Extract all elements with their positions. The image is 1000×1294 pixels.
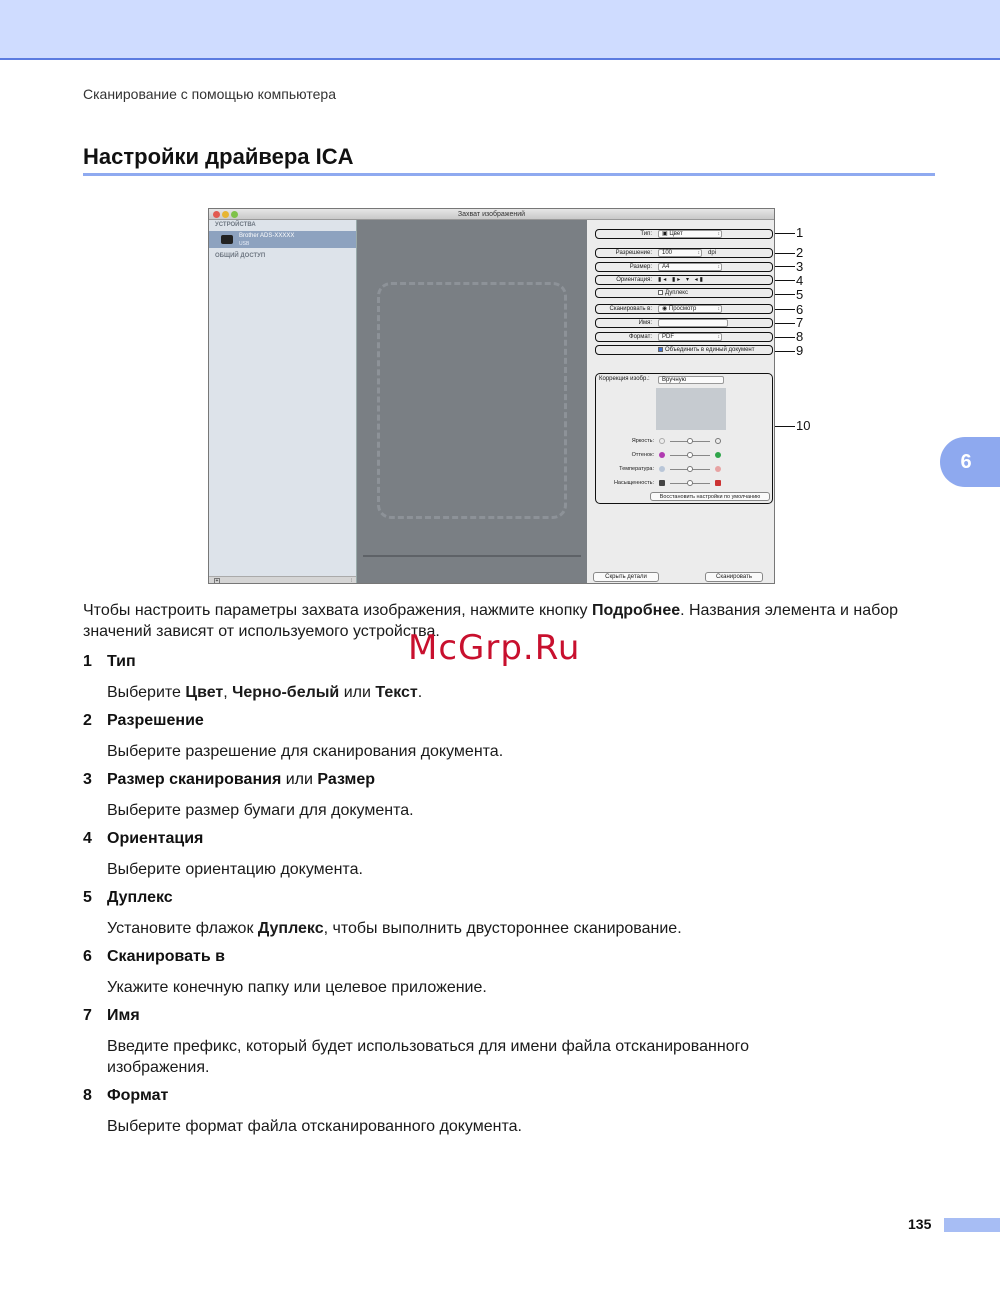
item-7-title: Имя <box>107 1007 140 1024</box>
combine-label: Объединить в единый документ <box>665 347 755 354</box>
item-7-desc-line2: изображения. <box>107 1059 210 1076</box>
tint-knob <box>687 452 693 458</box>
item-7-desc-line1: Введите префикс, который будет использоваться для имени файла отсканированного <box>107 1038 749 1055</box>
name-field <box>658 319 728 327</box>
brightness-knob <box>687 438 693 444</box>
item-7-number: 7 <box>83 1007 92 1024</box>
resolution-label: Разрешение: <box>615 250 652 256</box>
correction-select: Вручную <box>658 376 724 384</box>
duplex-checkbox-icon <box>658 290 663 295</box>
temperature-slider <box>596 465 772 474</box>
orientation-label: Ориентация: <box>616 277 652 283</box>
scan-to-select: ◉ Просмотр ↕ <box>658 305 722 313</box>
item-7-desc <box>107 1036 887 1078</box>
device-name: Brother ADS-XXXXX <box>239 233 295 239</box>
format-label: Формат: <box>629 334 652 340</box>
item-4-desc: Выберите ориентацию документа. <box>107 861 363 878</box>
temperature-cool-icon <box>659 466 665 472</box>
item-1-sep2: или <box>339 684 376 701</box>
callout-6: 6 <box>796 302 804 317</box>
item-3-title-b: Размер <box>317 771 376 788</box>
name-label: Имя: <box>638 320 652 326</box>
settings-panel <box>587 220 775 584</box>
item-1-title: Тип <box>107 653 136 670</box>
shared-heading: ОБЩИЙ ДОСТУП <box>215 253 266 259</box>
format-value: PDF <box>662 334 674 340</box>
callout-line-8 <box>775 337 795 338</box>
page-number-bar <box>944 1218 1000 1232</box>
item-8-number: 8 <box>83 1087 92 1104</box>
restore-defaults-button: Восстановить настройки по умолчанию <box>650 492 770 501</box>
size-row <box>595 262 773 272</box>
item-1-end: . <box>417 684 423 701</box>
callout-9: 9 <box>796 343 804 358</box>
callout-line-5 <box>775 294 795 295</box>
item-3-desc: Выберите размер бумаги для документа. <box>107 802 414 819</box>
minimize-icon <box>222 211 229 218</box>
callout-7: 7 <box>796 315 804 330</box>
item-1-number: 1 <box>83 653 92 670</box>
item-8-title: Формат <box>107 1087 169 1104</box>
item-1-b3: Текст <box>375 684 418 701</box>
hide-details-button: Скрыть детали <box>593 572 659 582</box>
sidebar-footer <box>209 576 356 584</box>
item-4-title: Ориентация <box>107 830 204 847</box>
intro-bold: Подробнее <box>592 602 681 619</box>
name-row <box>595 318 773 328</box>
add-icon: + <box>215 578 219 584</box>
duplex-label: Дуплекс <box>665 290 688 297</box>
brightness-high-icon <box>715 438 721 444</box>
type-row <box>595 229 773 239</box>
devices-heading: УСТРОЙСТВА <box>215 222 256 228</box>
callout-line-6 <box>775 309 795 310</box>
window-title: Захват изображений <box>209 209 774 220</box>
brightness-label: Яркость: <box>631 438 654 444</box>
item-2-desc: Выберите разрешение для сканирования документа. <box>107 743 504 760</box>
orientation-row <box>595 275 773 285</box>
saturation-low-icon <box>659 480 665 486</box>
tint-magenta-icon <box>659 452 665 458</box>
callout-line-1 <box>775 233 795 234</box>
type-value: Цвет <box>669 231 683 237</box>
item-3-heading <box>83 771 375 789</box>
saturation-knob <box>687 480 693 486</box>
device-connection: USB <box>239 241 250 247</box>
watermark: McGrp.Ru <box>408 628 581 668</box>
format-select <box>658 333 722 341</box>
item-5-heading <box>83 889 173 907</box>
resolution-select <box>658 249 702 257</box>
callout-1: 1 <box>796 225 804 240</box>
callout-line-7 <box>775 323 795 324</box>
callout-4: 4 <box>796 273 804 288</box>
combine-option <box>658 347 754 353</box>
scan-to-label: Сканировать в: <box>609 306 652 312</box>
saturation-label: Насыщенность: <box>613 480 654 486</box>
resolution-row <box>595 248 773 258</box>
preview-area <box>377 282 567 519</box>
correction-label: Коррекция изобр.: <box>599 376 650 382</box>
page-title: Настройки драйвера ICA <box>83 144 354 169</box>
callout-3: 3 <box>796 259 804 274</box>
item-6-desc: Укажите конечную папку или целевое приложение. <box>107 979 487 996</box>
tint-label: Оттенок: <box>631 452 654 458</box>
correction-thumbnail <box>656 388 726 430</box>
temperature-label: Температура: <box>619 466 654 472</box>
item-5-desc-a: Установите флажок <box>107 920 258 937</box>
callout-line-4 <box>775 280 795 281</box>
callout-2: 2 <box>796 245 804 260</box>
temperature-knob <box>687 466 693 472</box>
item-5-end: , чтобы выполнить двустороннее сканирование. <box>323 920 682 937</box>
close-icon <box>213 211 220 218</box>
item-1-sep1: , <box>223 684 233 701</box>
item-1-heading <box>83 653 136 671</box>
item-4-heading <box>83 830 203 848</box>
temperature-warm-icon <box>715 466 721 472</box>
type-label: Тип: <box>640 231 652 237</box>
resolution-unit: dpi <box>708 250 717 256</box>
callout-5: 5 <box>796 287 804 302</box>
callout-line-10 <box>775 426 795 427</box>
item-1-desc-a: Выберите <box>107 684 186 701</box>
ica-screenshot <box>208 208 775 584</box>
item-5-desc <box>107 918 887 939</box>
item-6-title: Сканировать в <box>107 948 225 965</box>
zoom-icon <box>231 211 238 218</box>
item-1-desc <box>107 682 887 703</box>
tint-green-icon <box>715 452 721 458</box>
intro-text-a: Чтобы настроить параметры захвата изображения, нажмите кнопку <box>83 602 592 619</box>
item-3-title-mid: или <box>281 771 318 788</box>
item-2-heading <box>83 712 204 730</box>
intro-text-b: . Названия элемента и набор значений зависят от используемого устройства. <box>83 602 899 640</box>
title-rule <box>83 173 935 176</box>
saturation-slider <box>596 479 772 488</box>
header-band <box>0 0 1000 60</box>
item-8-desc: Выберите формат файла отсканированного документа. <box>107 1118 522 1135</box>
item-1-b1: Цвет <box>185 684 224 701</box>
item-4-number: 4 <box>83 830 92 847</box>
item-5-b1: Дуплекс <box>257 920 324 937</box>
item-5-title: Дуплекс <box>107 889 173 906</box>
page-number: 135 <box>908 1216 932 1232</box>
scan-to-row <box>595 304 773 314</box>
item-2-number: 2 <box>83 712 92 729</box>
item-8-heading <box>83 1087 168 1105</box>
size-value: A4 <box>662 264 670 270</box>
item-6-number: 6 <box>83 948 92 965</box>
scanner-icon <box>221 235 233 244</box>
item-1-b2: Черно-белый <box>232 684 340 701</box>
item-6-heading <box>83 948 225 966</box>
chapter-tab: 6 <box>940 437 1000 487</box>
callout-line-2 <box>775 253 795 254</box>
duplex-option <box>658 290 688 296</box>
saturation-high-icon <box>715 480 721 486</box>
resolution-value: 100 <box>662 250 673 256</box>
duplex-row <box>595 288 773 298</box>
scan-preview <box>357 220 587 584</box>
callout-10: 10 <box>796 418 811 433</box>
type-select: ▣ Цвет ↕ <box>658 230 722 238</box>
size-label: Размер: <box>629 264 652 270</box>
callout-line-9 <box>775 351 795 352</box>
breadcrumb: Сканирование с помощью компьютера <box>83 86 336 102</box>
item-3-number: 3 <box>83 771 92 788</box>
brightness-slider <box>596 437 772 446</box>
callout-line-3 <box>775 266 795 267</box>
scan-to-value: Просмотр <box>668 306 697 312</box>
device-sidebar <box>209 220 357 584</box>
item-7-heading <box>83 1007 140 1025</box>
tint-slider <box>596 451 772 460</box>
combine-checkbox-icon <box>658 347 663 352</box>
image-correction-box <box>595 373 773 504</box>
format-row <box>595 332 773 342</box>
callout-8: 8 <box>796 329 804 344</box>
resize-grip-icon: ⁞ <box>350 578 352 584</box>
item-3-title-a: Размер сканирования <box>107 771 282 788</box>
preview-divider <box>363 555 581 557</box>
brightness-low-icon <box>659 438 665 444</box>
orientation-icons: ▮◂ ▮▸ ▾ ◂▮ <box>658 277 705 283</box>
device-item <box>209 231 356 248</box>
combine-row <box>595 345 773 355</box>
scan-button: Сканировать <box>705 572 763 582</box>
item-2-title: Разрешение <box>107 712 204 729</box>
item-5-number: 5 <box>83 889 92 906</box>
size-select <box>658 263 722 271</box>
